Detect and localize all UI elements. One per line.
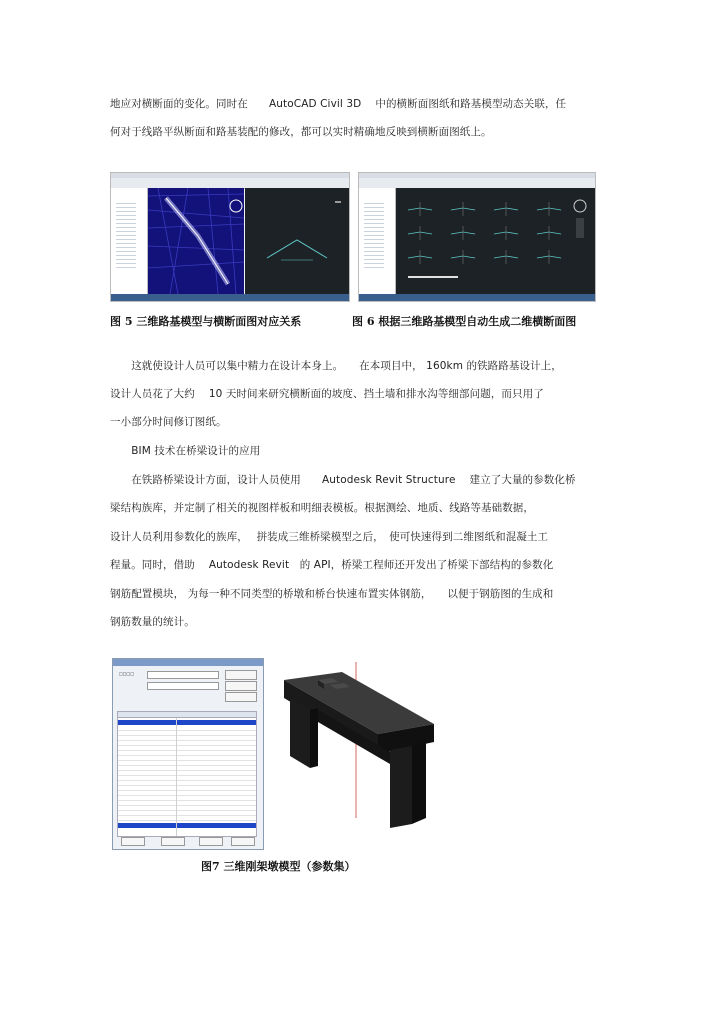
figure-6-image bbox=[358, 172, 596, 302]
paragraph-line: 钢筋配置模块， 为每一种不同类型的桥墩和桥台快速布置实体钢筋， 以便于钢筋图的生成和 bbox=[110, 588, 554, 600]
paragraph-line: 在铁路桥梁设计方面，设计人员使用 Autodesk Revit Structure 建立了大量的参数化桥 bbox=[110, 474, 576, 486]
paragraph-line: 设计人员利用参数化的族库， 拼装成三维桥梁模型之后， 使可快速得到二维图纸和混凝土工 bbox=[110, 531, 549, 543]
paragraph-line: 程量。同时，借助 Autodesk Revit 的 API，桥梁工程师还开发出了桥梁下部结构的参数化 bbox=[110, 559, 554, 571]
plan-view-viewport bbox=[148, 188, 244, 294]
cross-section-viewport bbox=[245, 188, 349, 294]
pier-3d-model bbox=[278, 658, 448, 848]
paragraph-line: 梁结构族库，并定制了相关的视图样板和明细表模板。根据测绘、地质、线路等基础数据， bbox=[110, 502, 534, 514]
sidebar-panel bbox=[359, 188, 396, 294]
paragraph-line: 地应对横断面的变化。同时在 AutoCAD Civil 3D 中的横断面图纸和路基模型动态关联，任 bbox=[110, 98, 567, 110]
figure-7-image bbox=[110, 656, 448, 874]
paragraph-line: 设计人员花了大约 10 天时间来研究横断面的坡度、挡土墙和排水沟等细部问题，而只用了 bbox=[110, 388, 544, 400]
section-heading: BIM 技术在桥梁设计的应用 bbox=[110, 445, 261, 457]
figure-7-caption: 图7 三维刚架墩模型（参数集） bbox=[201, 860, 356, 873]
paragraph-line: 钢筋数量的统计。 bbox=[110, 616, 195, 628]
figure-5-image bbox=[110, 172, 350, 302]
paragraph-line: 何对于线路平纵断面和路基装配的修改，都可以实时精确地反映到横断面图纸上。 bbox=[110, 126, 492, 138]
properties-dialog: □□□□ bbox=[112, 658, 264, 850]
cross-sections-grid-viewport bbox=[396, 188, 595, 294]
sidebar-panel bbox=[111, 188, 148, 294]
paragraph-line: 这就使设计人员可以集中精力在设计本身上。 在本项目中， 160km 的铁路路基设计上， bbox=[110, 360, 562, 372]
paragraph-line: 一小部分时间修订图纸。 bbox=[110, 416, 227, 428]
figure-5-caption: 图 5 三维路基模型与横断面图对应关系 bbox=[110, 315, 302, 328]
figure-6-caption: 图 6 根据三维路基模型自动生成二维横断面图 bbox=[352, 315, 577, 328]
